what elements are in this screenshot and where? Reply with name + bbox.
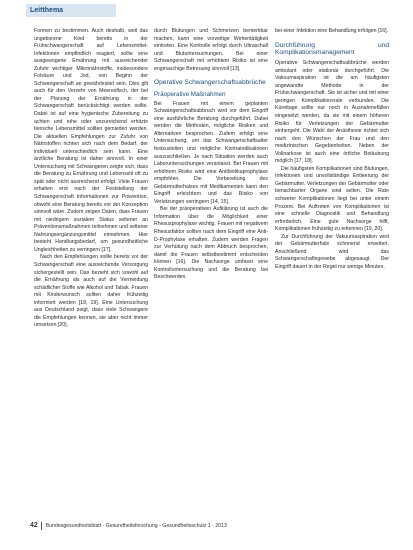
journal-citation: Bundesgesundheitsblatt - Gesundheitsforschung - Gesundheitsschutz 1 · 2013 xyxy=(45,523,227,529)
subsection-heading: Präoperative Maßnahmen xyxy=(154,91,226,99)
paragraph: Nach den Empfehlungen sollte bereits vor der Schwangerschaft eine ausreichende Versorgung sichergestellt sein. Das bezieht sich sowohl auf die Ernährung als auch auf die Vermeidung schädlicher Stoffe wie Alkohol und Tabak. Frauen mit Kinderwunsch sollten daher frühzeitig informiert werden [18, 19]. Eine Untersuchung aus Deutschland zeigt, dass viele Schwangere die Empfehlungen kennen, sie aber nicht immer umsetzen [20]. xyxy=(34,254,148,329)
paragraph: bei einer Infektion eine Behandlung erfolgen [16]. xyxy=(275,28,389,34)
paragraph: durch Blutungen und Schmerzen bemerkbar machen, kann eine vorzeitige Wehentätigkeit eintreten. Eine Kontrolle erfolgt durch Ultraschall und Blutuntersuchungen. Bei einer Schwangerschaft mit erhöhtem Risiko ist eine engmaschige Betreuung sinnvoll [13]. xyxy=(154,28,268,72)
paragraph: Bei der präoperativen Aufklärung ist auch die Information über die Möglichkeit einer Rhesusprophylaxe wichtig. Frauen mit negativem Rhesusfaktor sollten nach dem Eingriff eine Anti-D-Prophylaxe erhalten. Zudem werden Fragen zur Verhütung nach dem Abbruch besprochen, damit die Frauen selbstbestimmt entscheiden können [16]. Die Nachsorge umfasst eine Kontrolluntersuchung und die Beratung bei Beschwerden. xyxy=(154,206,268,281)
text-column-2 xyxy=(154,28,268,518)
text-column-3 xyxy=(275,28,389,518)
paragraph: Bei Frauen mit einem geplanten Schwangerschaftsabbruch wird vor dem Eingriff eine ausführliche Beratung durchgeführt. Dabei werden die Methoden, mögliche Risiken und Alternativen besprochen. Zudem erfolgt eine Untersuchung, um das Schwangerschaftsalter festzustellen und mögliche Kontraindikationen auszuschließen. Je nach Situation werden auch Laboruntersuchungen veranlasst. Bei Frauen mit erhöhtem Risiko wird eine Antibiotikaprophylaxe empfohlen. Die Vorbereitung des Gebärmutterhalses mit Medikamenten kann den Eingriff erleichtern und das Risiko von Verletzungen verringern [14, 15]. xyxy=(154,100,268,205)
paragraph: Operative Schwangerschaftsabbrüche werden ambulant oder stationär durchgeführt. Die Vakuumaspiration ist die am häufigsten angewandte Methode in der Frühschwangerschaft. Sie ist sicher und mit einer geringen Komplikationsrate verbunden. Die Kürettage sollte nur noch in Ausnahmefällen eingesetzt werden, da sie mit einem höheren Risiko für Verletzungen der Gebärmutter einhergeht. Die Wahl der Anästhesie richtet sich nach den Wünschen der Frau und den medizinischen Gegebenheiten. Neben der Vollnarkose ist auch eine örtliche Betäubung möglich [17, 18]. xyxy=(275,60,389,165)
page-footer xyxy=(30,520,390,532)
section-tag: Leitthema xyxy=(26,4,116,17)
section-heading: Operative Schwangerschaftsabbrüche xyxy=(154,79,266,87)
text-column-1 xyxy=(34,28,148,518)
page-number: 42 xyxy=(30,522,38,529)
paragraph: Zur Durchführung der Vakuumaspiration wird der Gebärmutterhals schonend erweitert. Anschließend wird das Schwangerschaftsgewebe abgesaugt. Der Eingriff dauert in der Regel nur wenige Minuten. xyxy=(275,233,389,270)
paragraph: Formen zu bestimmen. Auch deshalb, weil das ungeborene Kind bereits in der Frühschwangerschaft auf Lebensmittel-Infektionen empfindlich reagiert, sollte eine ausgewogene Ernährung mit ausreichender Zufuhr wichtiger Mikronährstoffe, insbesondere Folsäure und Jod, von Beginn der Schwangerschaft an gewährleistet sein. Dies gilt auch für den Verzehr von Meeresfisch, der bei der Planung der Ernährung in der Schwangerschaft berücksichtigt werden sollte. Dabei ist auf eine hygienische Zubereitung zu achten und rohe oder unzureichend erhitzte tierische Lebensmittel sollten gemieden werden. Die aktuellen Empfehlungen zur Zufuhr von Nährstoffen richten sich nach dem Bedarf, der individuell unterschiedlich sein kann. Eine ärztliche Beratung ist daher sinnvoll. In einer Untersuchung mit Schwangeren zeigte sich, dass die Beratung zu Ernährung und Lebensstil oft zu spät oder nicht ausreichend erfolgt. Viele Frauen erhalten erst nach der Feststellung der Schwangerschaft Informationen zur Prävention, obwohl eine Beratung bereits vor der Konzeption sinnvoll wäre. Zudem zeigen Daten, dass Frauen mit niedrigem sozialem Status seltener an Präventionsmaßnahmen teilnehmen und seltener Nahrungsergänzungsmittel einnehmen. Hier besteht Handlungsbedarf, um gesundheitliche Ungleichheiten zu verringern [17]. xyxy=(34,28,148,253)
footer-divider xyxy=(41,522,42,530)
paragraph: Die häufigsten Komplikationen sind Blutungen, Infektionen und unvollständige Entleerung der Gebärmutter. Verletzungen der Gebärmutter oder benachbarter Organe sind selten. Die Rate schwerer Komplikationen liegt bei unter einem Prozent. Bei Auftreten von Komplikationen ist eine schnelle Diagnostik und Behandlung erforderlich. Eine gute Nachsorge hilft, Komplikationen frühzeitig zu erkennen [19, 20]. xyxy=(275,165,389,233)
section-heading: Durchführung und Komplikationsmanagement xyxy=(275,41,389,57)
